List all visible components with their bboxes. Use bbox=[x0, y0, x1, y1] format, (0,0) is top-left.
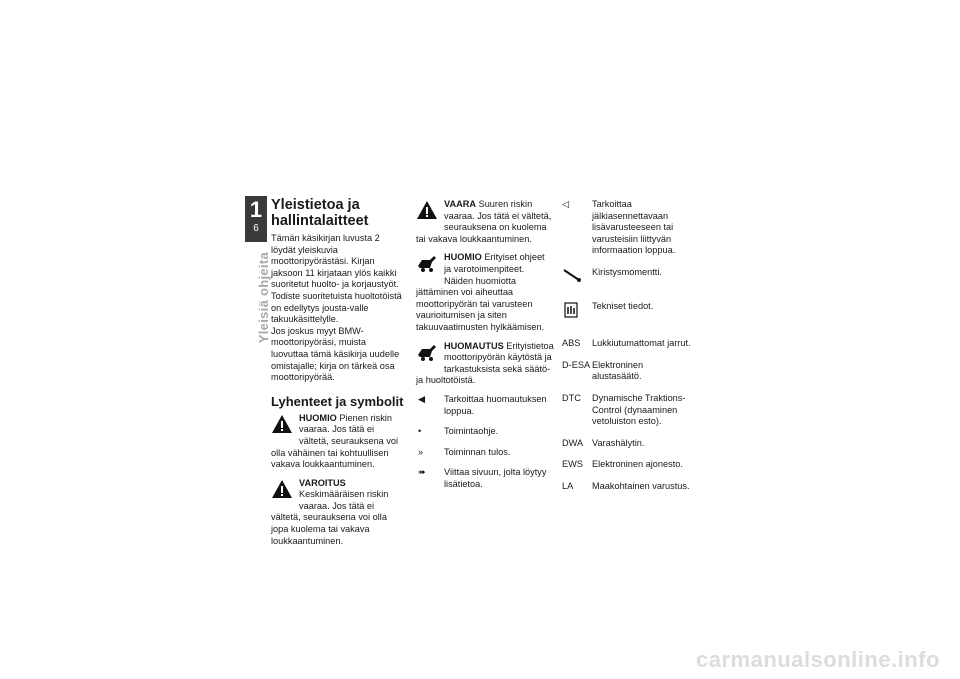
abbreviation: LA bbox=[562, 480, 574, 491]
abbreviation: D-ESA bbox=[562, 359, 591, 370]
intro-paragraph: Tämän käsikirjan luvusta 2 löydät yleiskuvia moottoripyörästäsi. Kirjan jaksoon 11 kirjataan ylös kaikki suoritetut huolto- ja korjaustyöt. Todiste suoritetuista huoltotöistä on edellytys jousta-valle takuukäsittelylle. bbox=[271, 233, 402, 325]
abbreviation-description: Dynamische Traktions-Control (dynaaminen vetoluiston esto). bbox=[592, 392, 686, 427]
torque-description: Kiristysmomentti. bbox=[592, 266, 662, 277]
torque-row bbox=[562, 267, 694, 287]
section-heading-general: Yleistietoa ja hallintalaitteet bbox=[271, 197, 369, 229]
technical-data-description: Tekniset tiedot. bbox=[592, 300, 654, 311]
torque-wrench-icon bbox=[562, 267, 592, 287]
abbreviation-description: Elektroninen alustasäätö. bbox=[592, 359, 644, 382]
notice-note-label: HUOMAUTUS bbox=[444, 340, 504, 351]
column-1 bbox=[271, 197, 405, 554]
symbol-list bbox=[416, 394, 554, 491]
motorcycle-hand-icon bbox=[416, 252, 438, 274]
abbreviation: ABS bbox=[562, 338, 581, 349]
technical-data-row bbox=[562, 301, 694, 323]
abbreviation-row bbox=[562, 393, 694, 428]
symbol-row bbox=[416, 394, 554, 417]
notice-attention-text: Erityiset ohjeet ja varotoimenpiteet. Näiden huomiotta jättäminen voi aiheuttaa moottoripyörän tai varusteen vaurioitumisen ja siten takuuvaatimusten hylkäämisen. bbox=[416, 252, 545, 332]
chapter-number: 1 bbox=[249, 197, 263, 222]
abbreviation: DTC bbox=[562, 392, 581, 403]
notice-warning bbox=[271, 478, 405, 548]
notice-warning-text: Keskimääräisen riskin vaaraa. Jos tätä ei vältetä, seurauksena voi olla jopa kuolema tai vakava loukkaantuminen. bbox=[271, 489, 389, 546]
abbreviation-row bbox=[562, 338, 694, 350]
watermark-text: carmanualsonline.info bbox=[696, 647, 940, 672]
symbol-row bbox=[416, 426, 554, 438]
accessory-description: Tarkoittaa jälkiasennettavaan lisävarusteeseen tai varusteisiin liittyvän informaation loppua. bbox=[592, 199, 676, 256]
accessory-row bbox=[562, 199, 694, 257]
chapter-marker bbox=[245, 196, 267, 242]
notice-caution-label: HUOMIO bbox=[299, 412, 337, 423]
notice-attention bbox=[416, 252, 554, 333]
abbreviation-description: Elektroninen ajonesto. bbox=[592, 459, 683, 470]
intro-paragraph-2: Jos joskus myyt BMW-moottoripyöräsi, muista luovuttaa tämä käsikirja uudelle omistajalle; kirja on tärkeä osa moottoripyörää. bbox=[271, 325, 400, 383]
notice-danger bbox=[416, 199, 554, 245]
notice-warning-label: VAROITUS bbox=[299, 477, 346, 488]
result-icon: » bbox=[418, 446, 424, 457]
notice-danger-label: VAARA bbox=[444, 199, 476, 209]
technical-data-icon bbox=[562, 301, 592, 323]
abbreviation-row bbox=[562, 438, 694, 450]
motorcycle-hand-icon bbox=[416, 341, 438, 363]
warning-triangle-icon bbox=[416, 199, 438, 221]
abbreviation-description: Varashälytin. bbox=[592, 437, 645, 448]
warning-triangle-icon bbox=[271, 413, 293, 435]
symbol-description: Toimintaohje. bbox=[444, 426, 499, 437]
page-number: 6 bbox=[253, 223, 259, 234]
abbreviation: DWA bbox=[562, 437, 584, 448]
accessory-end-icon: ◁ bbox=[562, 199, 570, 209]
notice-attention-label: HUOMIO bbox=[444, 252, 482, 263]
column-2 bbox=[416, 199, 554, 499]
warning-triangle-icon bbox=[271, 478, 293, 500]
symbol-row bbox=[416, 467, 554, 490]
symbol-description: Viittaa sivuun, jolta löytyy lisätietoa. bbox=[444, 467, 547, 489]
section-heading-abbreviations: Lyhenteet ja symbolit bbox=[271, 393, 404, 409]
notice-caution bbox=[271, 413, 405, 471]
chapter-side-title: Yleisiä ohjeita bbox=[256, 252, 271, 344]
page-reference-arrow-icon: ➠ bbox=[418, 467, 426, 478]
abbreviation-description: Lukkiutumattomat jarrut. bbox=[592, 338, 691, 349]
abbreviation-row bbox=[562, 481, 694, 493]
symbol-row bbox=[416, 447, 554, 459]
abbreviation-description: Maakohtainen varustus. bbox=[592, 480, 690, 491]
column-3 bbox=[562, 199, 694, 503]
abbreviation: EWS bbox=[562, 459, 583, 470]
end-of-note-icon: ◀ bbox=[418, 393, 426, 404]
bullet-icon: • bbox=[418, 426, 422, 437]
symbol-description: Tarkoittaa huomautuksen loppua. bbox=[444, 393, 547, 416]
notice-danger-text: Suuren riskin vaaraa. Jos tätä ei vältetä, seurauksena on kuolema tai vakava loukkaantuminen. bbox=[416, 199, 552, 244]
abbreviation-row bbox=[562, 360, 694, 383]
abbreviation-row bbox=[562, 459, 694, 471]
notice-caution-text: Pienen riskin vaaraa. Jos tätä ei vältetä, seurauksena voi olla vähäinen tai kohtuullisen vakava loukkaantuminen. bbox=[271, 412, 399, 470]
notice-note-text: Erityistietoa moottoripyörän käytöstä ja tarkastuksista sekä säätö- ja huoltotöistä. bbox=[416, 340, 554, 386]
notice-note bbox=[416, 341, 554, 387]
symbol-description: Toiminnan tulos. bbox=[444, 446, 511, 457]
